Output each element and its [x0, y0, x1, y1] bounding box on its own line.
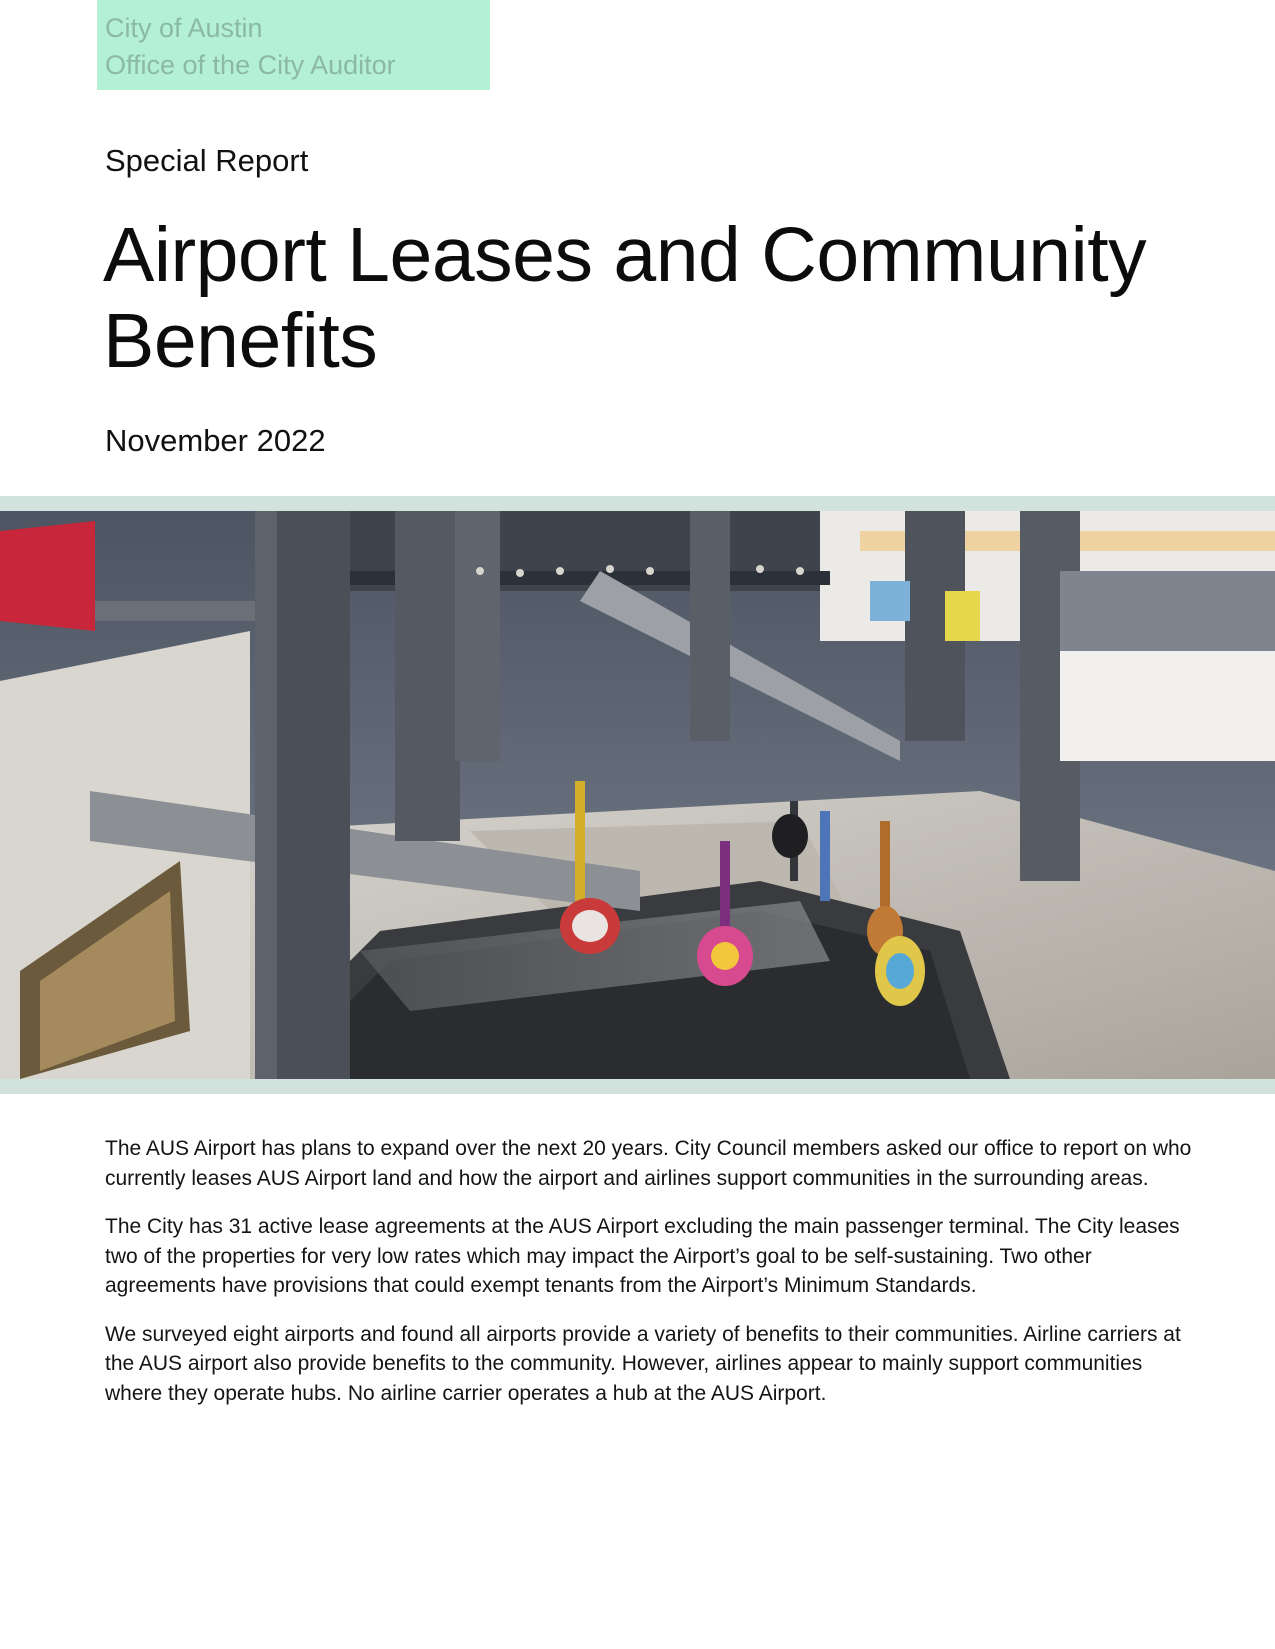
summary-text	[105, 1134, 1195, 1427]
summary-paragraph-1: The AUS Airport has plans to expand over the next 20 years. City Council members asked our office to report on who currently leases AUS Airport land and how the airport and airlines support communities in the surrounding areas.	[105, 1137, 1192, 1190]
cover-photo-band	[0, 496, 1275, 1094]
auditor-header-tag	[97, 0, 490, 90]
report-type-label: Special Report	[105, 143, 309, 178]
summary-paragraph-2: The City has 31 active lease agreements at the AUS Airport excluding the main passenger terminal. The City leases two of the properties for very low rates which may impact the Airport’s goal to be self-sustaining. Two other agreements have provisions that could exempt tenants from the Airport’s Minimum Standards.	[105, 1215, 1180, 1297]
airport-baggage-claim-photo	[0, 511, 1275, 1079]
report-title: Airport Leases and Community Benefits	[103, 212, 1147, 384]
org-name: City of Austin	[105, 13, 263, 43]
summary-paragraph-3: We surveyed eight airports and found all airports provide a variety of benefits to their communities. Airline carriers at the AUS airport also provide benefits to the community. However, airlines appear to mainly support communities where they operate hubs. No airline carrier operates a hub at the AUS Airport.	[105, 1322, 1181, 1405]
report-date: November 2022	[105, 423, 326, 458]
office-name: Office of the City Auditor	[105, 50, 396, 80]
